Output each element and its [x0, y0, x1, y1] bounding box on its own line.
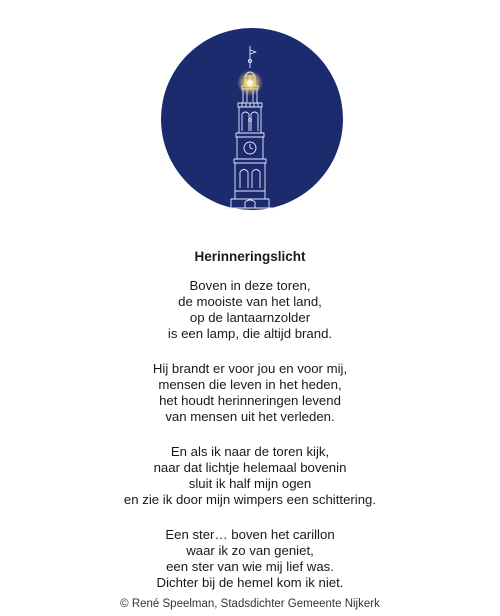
church-tower-emblem — [161, 28, 343, 210]
poem — [0, 248, 500, 610]
poem-title: Herinneringslicht — [194, 249, 306, 264]
poem-line: een ster van wie mij lief was. — [166, 559, 334, 574]
poem-line: naar dat lichtje helemaal bovenin — [153, 460, 347, 475]
poem-line: van mensen uit het verleden. — [165, 409, 335, 424]
poem-line: En als ik naar de toren kijk, — [170, 444, 330, 459]
author-credit: © René Speelman, Stadsdichter Gemeente Nijkerk — [120, 598, 380, 610]
poem-line: Een ster… boven het carillon — [165, 527, 335, 542]
poem-line: en zie ik door mijn wimpers een schittering. — [123, 492, 377, 507]
poem-line: is een lamp, die altijd brand. — [167, 326, 333, 341]
poem-line: mensen die leven in het heden, — [158, 377, 342, 392]
poem-line: het houdt herinneringen levend — [159, 393, 341, 408]
poem-line: de mooiste van het land, — [178, 294, 322, 309]
poem-line: waar ik zo van geniet, — [186, 543, 314, 558]
poem-line: Boven in deze toren, — [189, 278, 311, 293]
stanza-2 — [0, 361, 500, 425]
poem-line: op de lantaarnzolder — [189, 310, 311, 325]
poem-line: Dichter bij de hemel kom ik niet. — [156, 575, 344, 590]
stanza-1 — [0, 278, 500, 342]
stanza-3 — [0, 444, 500, 508]
poem-line: Hij brandt er voor jou en voor mij, — [152, 361, 348, 376]
stanza-4 — [0, 527, 500, 591]
poem-line: sluit ik half mijn ogen — [188, 476, 312, 491]
lamp-light — [247, 80, 253, 86]
